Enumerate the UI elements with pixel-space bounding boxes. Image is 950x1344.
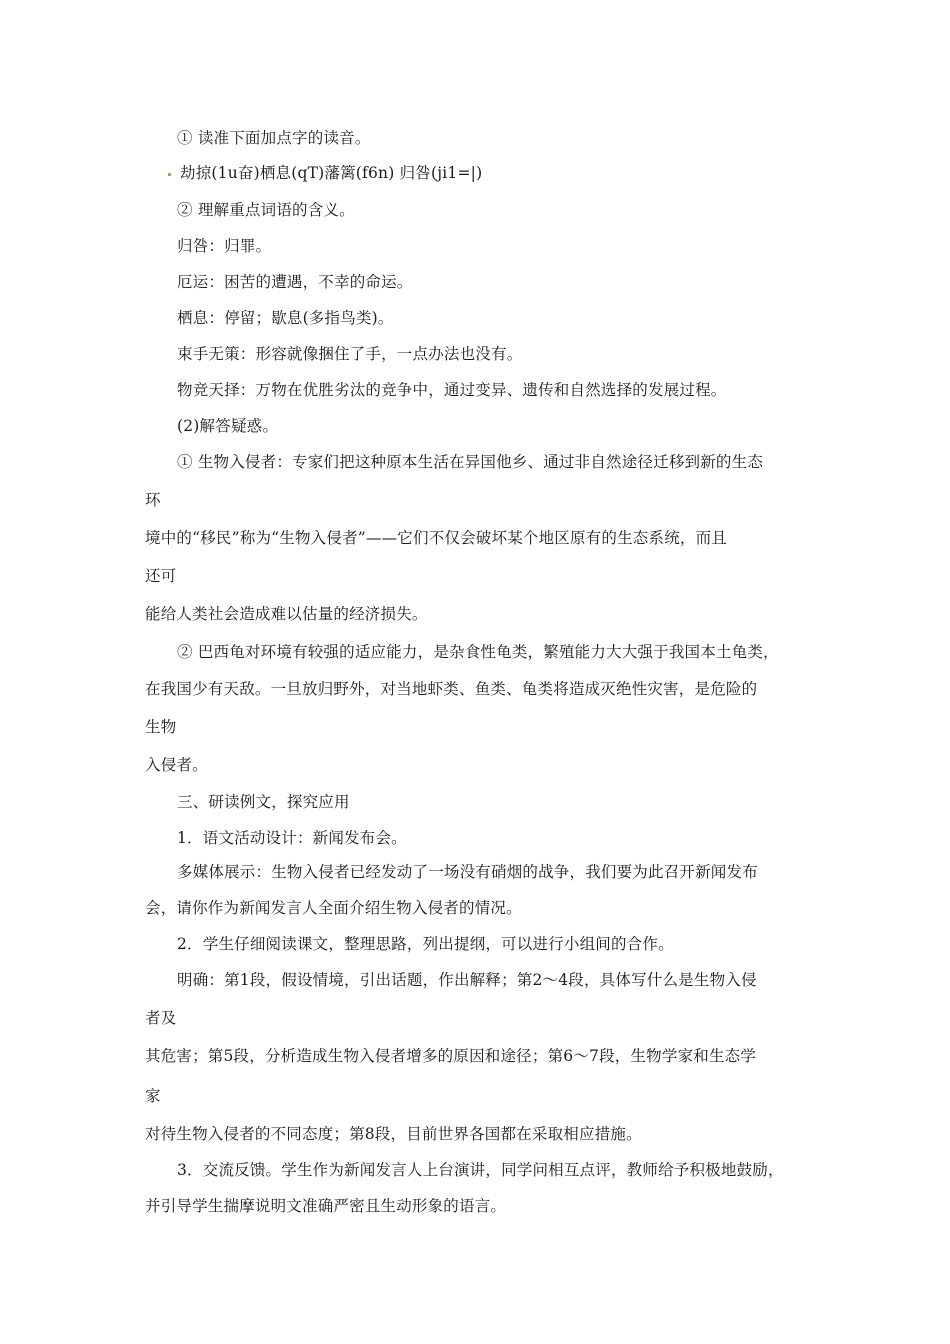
text-line: 能给人类社会造成难以估量的经济损失。 (145, 605, 428, 623)
green-dot-mark (168, 173, 171, 176)
text-line: 厄运：困苦的遭遇，不幸的命运。 (177, 273, 413, 291)
text-line: 还可 (145, 567, 177, 585)
text-line: ② 巴西龟对环境有较强的适应能力，是杂食性龟类，繁殖能力大大强于我国本土龟类， (177, 643, 779, 661)
text-line: 明确：第1段，假设情境，引出话题，作出解释；第2～4段，具体写什么是生物入侵 (177, 971, 757, 989)
text-line: 对待生物入侵者的不同态度；第8段，目前世界各国都在采取相应措施。 (145, 1125, 642, 1143)
text-line: ② 理解重点词语的含义。 (177, 201, 355, 219)
text-line: 环 (145, 491, 161, 509)
text-line: 劫掠(1u奋)栖息(qT)藩篱(f6n) 归咎(ji1=|) (180, 164, 483, 182)
text-line: 物竞天择：万物在优胜劣汰的竞争中，通过变异、遗传和自然选择的发展过程。 (177, 381, 727, 399)
text-line: 3．交流反馈。学生作为新闻发言人上台演讲，同学问相互点评，教师给予积极地鼓励， (177, 1161, 784, 1179)
text-line: ① 生物入侵者：专家们把这种原本生活在异国他乡、通过非自然途径迁移到新的生态 (177, 453, 764, 471)
text-line: 家 (145, 1087, 161, 1105)
text-line: 入侵者。 (145, 756, 208, 774)
text-line: 者及 (145, 1009, 177, 1027)
text-line: 归咎：归罪。 (177, 237, 272, 255)
text-line: 束手无策：形容就像捆住了手，一点办法也没有。 (177, 345, 523, 363)
text-line: 会，请你作为新闻发言人全面介绍生物入侵者的情况。 (145, 899, 522, 917)
text-line: 多媒体展示：生物入侵者已经发动了一场没有硝烟的战争，我们要为此召开新闻发布 (177, 863, 758, 881)
text-line: (2)解答疑惑。 (177, 417, 279, 435)
text-line: 2．学生仔细阅读课文，整理思路，列出提纲，可以进行小组间的合作。 (177, 935, 674, 953)
section-heading: 三、研读例文，探究应用 (177, 793, 350, 811)
text-line: 境中的“移民”称为“生物入侵者”——它们不仅会破坏某个地区原有的生态系统，而且 (145, 529, 727, 547)
text-line: 生物 (145, 718, 177, 736)
text-line: 栖息：停留；歇息(多指鸟类)。 (177, 309, 394, 327)
text-line: 在我国少有天敌。一旦放归野外，对当地虾类、鱼类、龟类将造成灭绝性灾害，是危险的 (145, 680, 758, 698)
text-line: 并引导学生揣摩说明文准确严密且生动形象的语言。 (145, 1197, 507, 1215)
text-line: ① 读准下面加点字的读音。 (177, 129, 371, 147)
text-line: 1．语文活动设计：新闻发布会。 (177, 829, 407, 847)
text-line: 其危害；第5段，分析造成生物入侵者增多的原因和途径；第6～7段，生物学家和生态学 (145, 1047, 757, 1065)
